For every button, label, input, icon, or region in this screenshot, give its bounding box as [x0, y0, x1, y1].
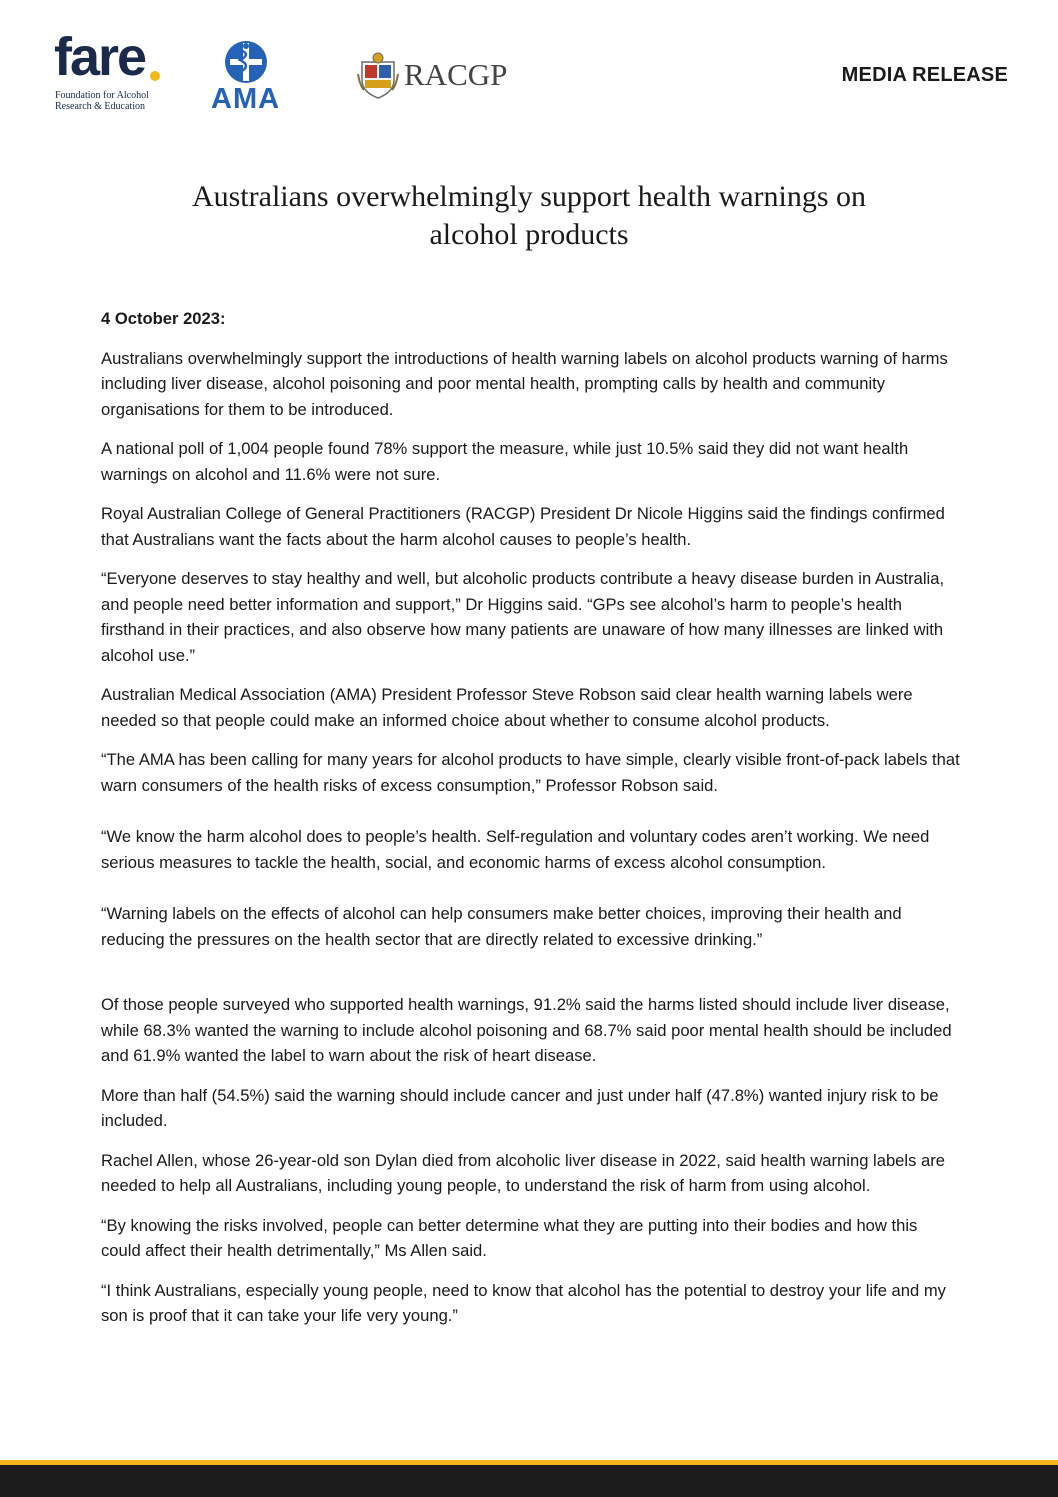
title-line1: Australians overwhelmingly support health warnings on — [191, 180, 867, 213]
page-title — [100, 178, 958, 254]
footer-bar — [0, 1465, 1058, 1497]
paragraph: “Warning labels on the effects of alcohol can help consumers make better choices, improving their health and reducing the pressures on the health sector that are directly related to excessive drinking.” — [101, 904, 902, 949]
paragraph: Australian Medical Association (AMA) President Professor Steve Robson said clear health warning labels were needed so that people could make an informed choice about whether to consume alcohol products. — [101, 685, 913, 730]
media-release-label: MEDIA RELEASE — [841, 64, 1008, 86]
article-body — [101, 306, 961, 1329]
fare-tagline-line2: Research & Education — [55, 101, 145, 112]
racgp-logo — [356, 52, 546, 102]
paragraph: A national poll of 1,004 people found 78% support the measure, while just 10.5% said they did not want health warnings on alcohol and 11.6% were not sure. — [101, 439, 909, 484]
paragraph: “We know the harm alcohol does to people’s health. Self-regulation and voluntary codes aren’t working. We need serious measures to tackle the health, social, and economic harms of excess alcohol consumption. — [101, 827, 930, 872]
ama-logo — [210, 40, 310, 116]
paragraph: “I think Australians, especially young people, need to know that alcohol has the potential to destroy your life and my son is proof that it can take your life very young.” — [101, 1280, 946, 1325]
paragraph: “The AMA has been calling for many years for alcohol products to have simple, clearly visible front-of-pack labels that warn consumers of the health risks of excess consumption,” Professor Robson said. — [101, 750, 960, 795]
paragraph: Of those people surveyed who supported health warnings, 91.2% said the harms listed should include liver disease, while 68.3% wanted the warning to include alcohol poisoning and 68.7% said poor mental health should be included and 61.9% wanted the label to warn about the risk of heart disease. — [101, 995, 952, 1065]
ama-emblem-icon — [210, 40, 310, 86]
paragraph: Royal Australian College of General Practitioners (RACGP) President Dr Nicole Higgins said the findings confirmed that Australians want the facts about the harm alcohol causes to people’s health. — [101, 504, 945, 549]
racgp-logo-word: RACGP — [404, 57, 508, 92]
paragraph: Rachel Allen, whose 26-year-old son Dylan died from alcoholic liver disease in 2022, said health warning labels are needed to help all Australians, including young people, to understand the risk of harm from using alcohol. — [101, 1150, 945, 1195]
paragraph: “Everyone deserves to stay healthy and well, but alcoholic products contribute a heavy disease burden in Australia, and people need better information and support,” Dr Higgins said. “GPs see alcohol’s harm to people’s health firsthand in their practices, and also observe how many patients are unaware of how many illnesses are linked with alcohol use.” — [101, 569, 945, 665]
fare-logo-dot-icon — [150, 71, 160, 81]
header — [0, 0, 1058, 130]
release-date: 4 October 2023: — [101, 309, 226, 328]
title-line2: alcohol products — [429, 218, 629, 251]
fare-logo — [54, 27, 164, 116]
paragraph: More than half (54.5%) said the warning should include cancer and just under half (47.8%) wanted injury risk to be included. — [101, 1085, 939, 1130]
paragraph: Australians overwhelmingly support the introductions of health warning labels on alcohol products warning of harms including liver disease, alcohol poisoning and poor mental health, prompting calls by health and community organisations for them to be introduced. — [101, 348, 948, 419]
racgp-crest-icon — [356, 52, 400, 100]
paragraph: “By knowing the risks involved, people can better determine what they are putting into their bodies and how this could affect their health detrimentally,” Ms Allen said. — [101, 1215, 918, 1260]
fare-logo-word: fare — [54, 27, 146, 87]
fare-logo-tagline — [55, 90, 165, 112]
ama-logo-word: AMA — [211, 83, 281, 115]
fare-tagline-line1: Foundation for Alcohol — [55, 90, 149, 101]
